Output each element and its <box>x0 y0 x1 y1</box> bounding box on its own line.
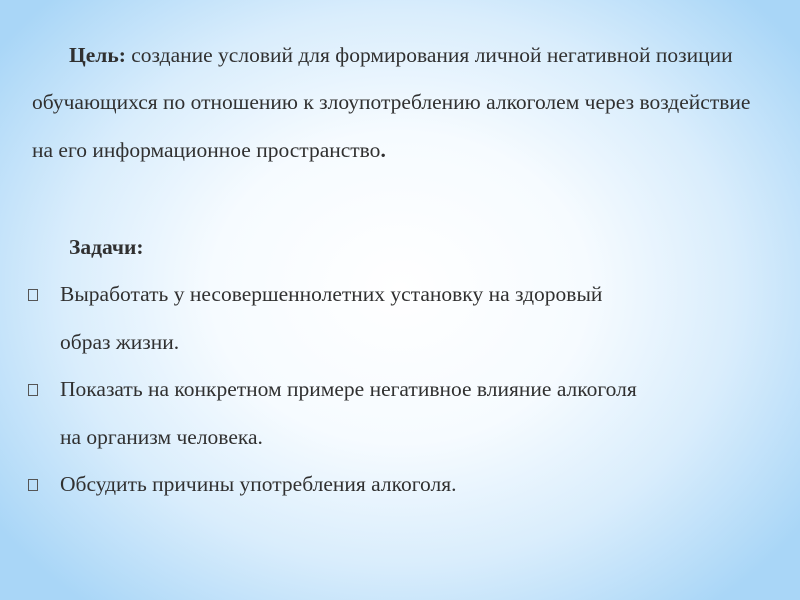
goal-text: создание условий для формирования личной негативной позиции обучающихся по отношению к злоупотреблению алкоголем через воздействие на его информационное пространство <box>32 43 751 162</box>
bullet-box-icon <box>28 289 38 301</box>
task-text-line: образ жизни. <box>60 329 180 354</box>
task-list <box>28 271 780 509</box>
task-text-line: на организм человека. <box>60 424 263 449</box>
goal-label: Цель: <box>69 43 126 67</box>
bullet-box-icon <box>28 384 38 396</box>
task-text-line: Показать на конкретном примере негативное влияние алкоголя <box>60 377 637 401</box>
goal-period: . <box>380 137 386 162</box>
task-text-line: Обсудить причины употребления алкоголя. <box>60 472 457 496</box>
task-item <box>28 461 780 509</box>
task-item <box>28 271 780 366</box>
tasks-heading: Задачи: <box>69 235 144 259</box>
task-item <box>28 366 780 461</box>
task-text-line: Выработать у несовершеннолетних установку на здоровый <box>60 282 603 306</box>
bullet-box-icon <box>28 479 38 491</box>
goal-paragraph <box>32 32 772 174</box>
